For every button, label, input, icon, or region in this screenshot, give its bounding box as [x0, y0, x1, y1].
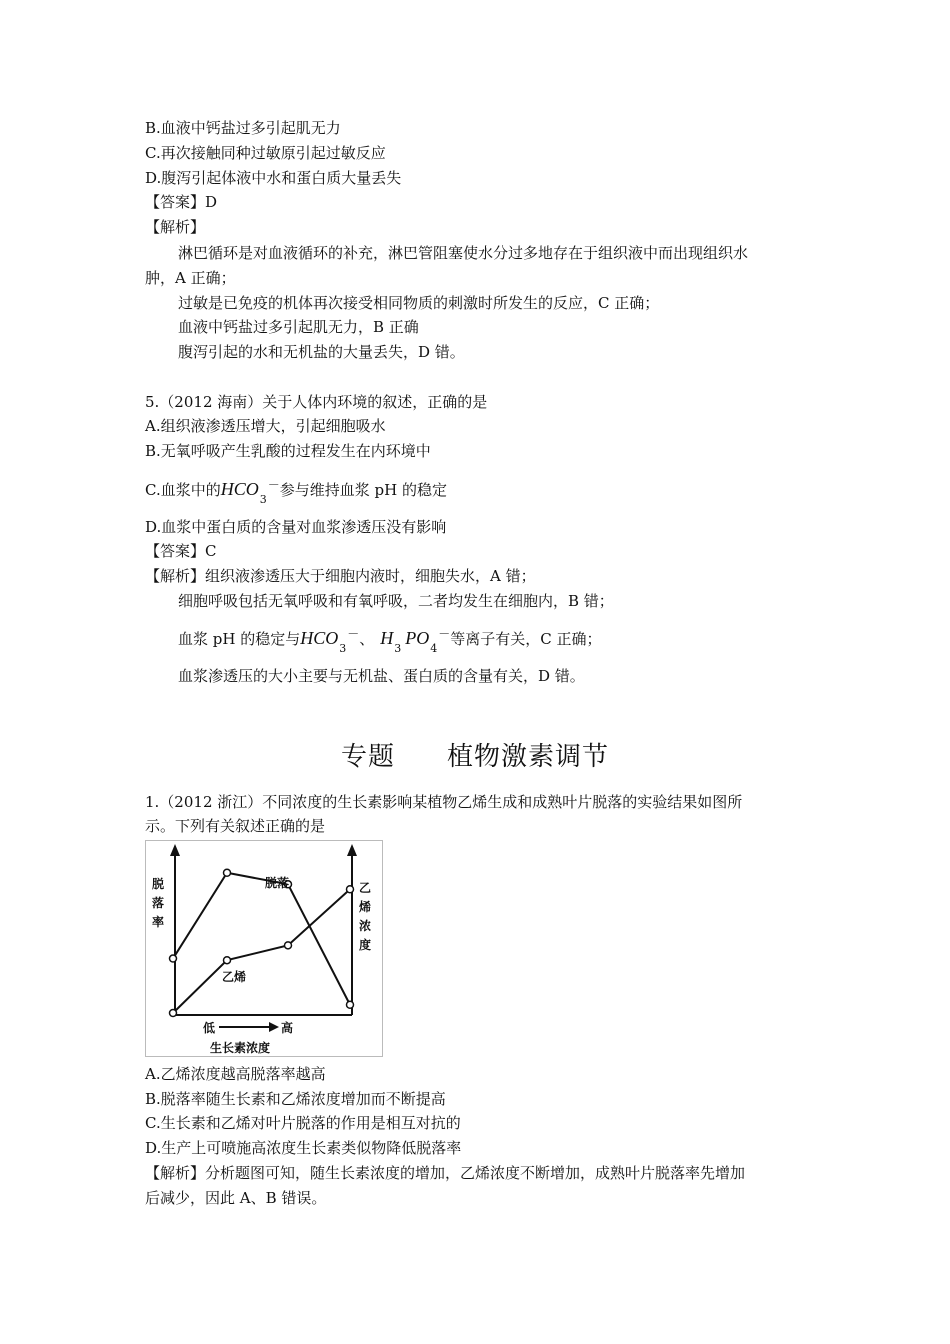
q5-option-c-prefix: C.血浆中的: [145, 481, 221, 499]
right-axis-label-char: 浓: [359, 919, 372, 933]
separator: 、: [359, 630, 375, 648]
x-axis-label: 生长素浓度: [210, 1041, 271, 1055]
p1-stem-line: 示。下列有关叙述正确的是: [145, 817, 326, 835]
q5-analysis-line: 血浆渗透压的大小主要与无机盐、蛋白质的含量有关，D 错。: [178, 667, 585, 685]
minus-superscript: －: [347, 627, 360, 641]
q4-option-d: D.腹泻引起体液中水和蛋白质大量丢失: [145, 169, 402, 187]
data-point-ethylene-2: [285, 942, 292, 949]
data-point-abscission-1: [224, 869, 231, 876]
subscript-3: 3: [394, 642, 402, 655]
p1-option-d: D.生产上可喷施高浓度生长素类似物降低脱落率: [145, 1139, 462, 1157]
left-axis-label-char: 率: [152, 915, 165, 929]
subscript-3: 3: [339, 642, 347, 655]
q4-analysis-line: 淋巴循环是对血液循环的补充，淋巴管阻塞使水分过多地存在于组织液中而出现组织水: [178, 244, 749, 262]
subscript-3: 3: [259, 493, 267, 506]
x-high-label: 高: [281, 1021, 294, 1035]
q5-option-b: B.无氧呼吸产生乳酸的过程发生在内环境中: [145, 442, 431, 460]
minus-superscript: －: [267, 478, 280, 492]
data-point-abscission-3: [347, 1001, 354, 1008]
section-title-word: 专题: [340, 742, 395, 772]
minus-superscript: －: [438, 627, 451, 641]
phosphate-formula-h: H: [380, 628, 394, 648]
q5-answer: 【答案】C: [145, 542, 217, 560]
p1-option-c: C.生长素和乙烯对叶片脱落的作用是相互对抗的: [145, 1114, 461, 1132]
phosphate-formula-po: PO: [405, 628, 430, 648]
q5-analysis-line: 【解析】组织液渗透压大于细胞内液时，细胞失水，A 错；: [145, 567, 536, 585]
q4-analysis-line: 肿，A 正确；: [145, 269, 236, 287]
q4-analysis-line: 血液中钙盐过多引起肌无力，B 正确: [178, 318, 419, 336]
data-point-abscission-0: [170, 955, 177, 962]
section-title-topic: 植物激素调节: [447, 742, 610, 772]
q5-option-c: [145, 478, 447, 506]
p1-analysis-line: 【解析】分析题图可知，随生长素浓度的增加，乙烯浓度不断增加，成熟叶片脱落率先增加: [145, 1164, 746, 1182]
q4-analysis-label: 【解析】: [145, 218, 206, 236]
p1-option-b: B.脱落率随生长素和乙烯浓度增加而不断提高: [145, 1090, 446, 1108]
p1-option-a: A.乙烯浓度越高脱落率越高: [145, 1065, 326, 1083]
bicarbonate-formula: HCO: [220, 479, 259, 499]
q5-option-d: D.血浆中蛋白质的含量对血浆渗透压没有影响: [145, 518, 447, 536]
q4-analysis-line: 腹泻引起的水和无机盐的大量丢失，D 错。: [178, 343, 465, 361]
q5-a3-prefix: 血浆 pH 的稳定与: [178, 630, 301, 648]
q4-option-c: C.再次接触同种过敏原引起过敏反应: [145, 144, 386, 162]
p1-stem-line: 1.（2012 浙江）不同浓度的生长素影响某植物乙烯生成和成熟叶片脱落的实验结果如图所: [145, 793, 743, 811]
section-title: [0, 736, 950, 773]
q5-option-a: A.组织液渗透压增大，引起细胞吸水: [145, 417, 386, 435]
right-axis-label-char: 烯: [359, 900, 372, 914]
data-point-ethylene-0: [170, 1010, 177, 1017]
left-axis-label: [152, 876, 164, 929]
series-label-ethylene: 乙烯: [222, 970, 247, 984]
q5-a3-suffix: 等离子有关，C 正确；: [450, 630, 602, 648]
right-axis-label-char: 乙: [359, 881, 372, 895]
p1-analysis-line: 后减少，因此 A、B 错误。: [145, 1189, 327, 1207]
data-point-ethylene-3: [347, 886, 354, 893]
subscript-4: 4: [430, 642, 438, 655]
bicarbonate-formula: HCO: [300, 628, 339, 648]
q4-option-b: B.血液中钙盐过多引起肌无力: [145, 119, 341, 137]
chart-frame: [146, 841, 383, 1057]
left-axis-label-char: 脱: [152, 877, 165, 891]
q5-option-c-suffix: 参与维持血浆 pH 的稳定: [279, 481, 447, 499]
auxin-ethylene-chart: [145, 840, 383, 1057]
right-axis-label-char: 度: [359, 938, 372, 952]
q4-analysis-line: 过敏是已免疫的机体再次接受相同物质的刺激时所发生的反应，C 正确；: [178, 294, 660, 312]
q5-analysis-line: 细胞呼吸包括无氧呼吸和有氧呼吸，二者均发生在细胞内，B 错；: [178, 592, 614, 610]
q5-analysis-line: [178, 627, 602, 655]
q4-answer: 【答案】D: [145, 193, 218, 211]
x-low-label: 低: [203, 1021, 216, 1035]
q5-stem: 5.（2012 海南）关于人体内环境的叙述，正确的是: [145, 393, 488, 411]
series-label-abscission: 脱落: [265, 876, 290, 890]
data-point-ethylene-1: [224, 957, 231, 964]
left-axis-label-char: 落: [152, 896, 165, 910]
